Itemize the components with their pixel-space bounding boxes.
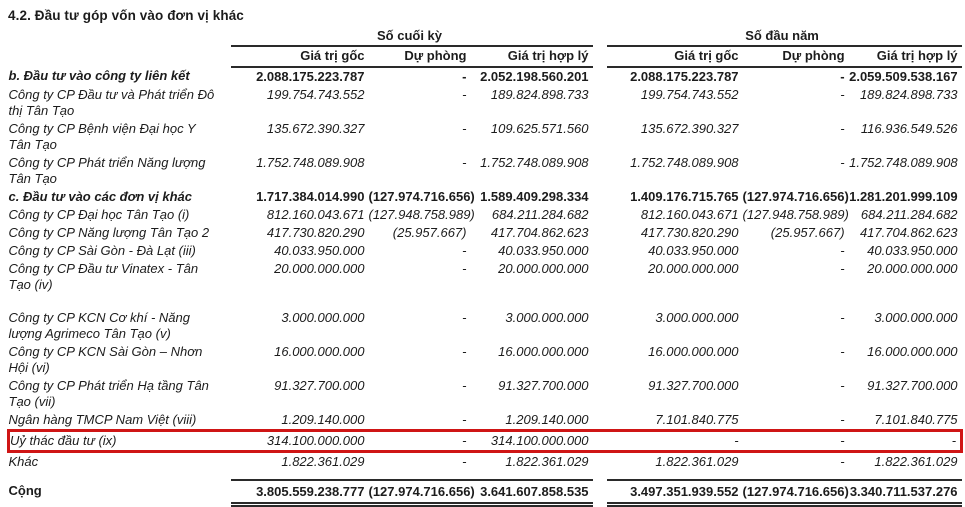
- row-value: 2.052.198.560.201: [480, 69, 589, 84]
- row-label: Công ty CP KCN Sài Gòn – Nhơn Hội (vi): [8, 344, 203, 375]
- row-value: -: [462, 310, 467, 325]
- row-value: (127.974.716.656): [368, 189, 475, 204]
- row-value: 2.088.175.223.787: [256, 69, 365, 84]
- table-row: [9, 452, 962, 472]
- column-gap: [593, 377, 607, 411]
- row-label: Công ty CP Bệnh viện Đại học Y Tân Tạo: [8, 121, 196, 152]
- row-value: 16.000.000.000: [498, 344, 589, 359]
- row-value: 109.625.571.560: [490, 121, 589, 136]
- row-value: 417.730.820.290: [640, 225, 739, 240]
- column-gap: [593, 260, 607, 294]
- table-row: [9, 343, 962, 377]
- row-label: Công ty CP KCN Cơ khí - Năng lượng Agrimeco Tân Tạo (v): [8, 310, 190, 341]
- column-gap: [593, 154, 607, 188]
- row-value: 16.000.000.000: [648, 344, 739, 359]
- row-value: 1.752.748.089.908: [256, 155, 365, 170]
- group-header-ending-balance: Số cuối kỳ: [231, 27, 593, 46]
- row-value: -: [462, 454, 467, 469]
- row-value: 40.033.950.000: [498, 243, 589, 258]
- total-fair-value-1: 3.641.607.858.535: [471, 480, 593, 505]
- row-value: 684.211.284.682: [860, 207, 958, 222]
- row-value: 812.160.043.671: [640, 207, 739, 222]
- row-value: 189.824.898.733: [490, 87, 589, 102]
- row-value: 314.100.000.000: [471, 431, 593, 452]
- column-gap: [593, 431, 607, 452]
- row-label: Ngân hàng TMCP Nam Việt (viii): [8, 412, 197, 427]
- row-value: (127.974.716.656): [742, 189, 849, 204]
- total-gap: [593, 480, 607, 505]
- header-gap: [593, 27, 607, 46]
- column-gap: [593, 224, 607, 242]
- row-value: -: [462, 121, 467, 136]
- row-value: -: [607, 431, 743, 452]
- row-value: 20.000.000.000: [867, 261, 958, 276]
- column-gap: [593, 242, 607, 260]
- row-value: 91.327.700.000: [274, 378, 365, 393]
- row-value: -: [840, 69, 845, 84]
- row-value: 20.000.000.000: [648, 261, 739, 276]
- row-value: 3.000.000.000: [281, 310, 365, 325]
- row-value: -: [462, 69, 467, 84]
- row-value: 135.672.390.327: [266, 121, 365, 136]
- table-row: [9, 411, 962, 431]
- total-provision-2: (127.974.716.656): [743, 480, 849, 505]
- section-title: 4.2. Đầu tư góp vốn vào đơn vị khác: [8, 8, 244, 23]
- column-header-row: [9, 46, 962, 67]
- row-value: 2.088.175.223.787: [630, 69, 739, 84]
- table-row: [9, 242, 962, 260]
- row-value: -: [840, 344, 845, 359]
- row-label: Công ty CP Đại học Tân Tạo (i): [8, 207, 190, 222]
- row-value: 7.101.840.775: [874, 412, 958, 427]
- col-header-provision-1: Dự phòng: [369, 46, 471, 67]
- column-gap: [593, 188, 607, 206]
- row-value: 3.000.000.000: [505, 310, 589, 325]
- table-row-highlighted: [9, 431, 962, 452]
- row-value: 1.822.361.029: [281, 454, 365, 469]
- table-row: [9, 86, 962, 120]
- row-value: 1.409.176.715.765: [630, 189, 739, 204]
- table-header: [9, 27, 962, 67]
- row-value: -: [462, 261, 467, 276]
- row-value: 189.824.898.733: [859, 87, 958, 102]
- row-label: b. Đầu tư vào công ty liên kết: [8, 68, 190, 83]
- row-label: Công ty CP Năng lượng Tân Tạo 2: [8, 225, 210, 240]
- spacer-row: [9, 294, 962, 309]
- row-value: -: [462, 344, 467, 359]
- row-value: 20.000.000.000: [274, 261, 365, 276]
- total-label: Cộng: [8, 483, 42, 498]
- column-gap: [593, 452, 607, 472]
- row-value: 40.033.950.000: [648, 243, 739, 258]
- row-value: 684.211.284.682: [491, 207, 589, 222]
- table-row: [9, 309, 962, 343]
- row-label: Công ty CP Phát triển Năng lượng Tân Tạo: [8, 155, 206, 186]
- row-value: -: [462, 155, 467, 170]
- investments-table: [7, 27, 963, 507]
- row-value: -: [840, 454, 845, 469]
- row-value: 199.754.743.552: [266, 87, 365, 102]
- table-row: [9, 154, 962, 188]
- table-row: [9, 377, 962, 411]
- row-value: 1.589.409.298.334: [480, 189, 589, 204]
- row-value: -: [840, 261, 845, 276]
- row-value: 40.033.950.000: [274, 243, 365, 258]
- row-value: 1.752.748.089.908: [630, 155, 739, 170]
- row-value: -: [369, 431, 471, 452]
- column-gap: [593, 411, 607, 431]
- row-value: 7.101.840.775: [655, 412, 739, 427]
- row-label: Khác: [8, 454, 39, 469]
- row-value: -: [840, 378, 845, 393]
- column-gap: [593, 343, 607, 377]
- header-spacer: [9, 27, 231, 46]
- total-fair-value-2: 3.340.711.537.276: [849, 480, 962, 505]
- row-value: -: [849, 431, 962, 452]
- total-cost-2: 3.497.351.939.552: [607, 480, 743, 505]
- row-value: (25.957.667): [770, 225, 845, 240]
- header-gap: [593, 46, 607, 67]
- row-label: Uỷ thác đầu tư (ix): [9, 431, 231, 452]
- header-spacer: [9, 46, 231, 67]
- row-label: c. Đầu tư vào các đơn vị khác: [8, 189, 192, 204]
- row-value: 1.717.384.014.990: [256, 189, 365, 204]
- column-gap: [593, 120, 607, 154]
- row-value: 1.752.748.089.908: [849, 155, 958, 170]
- row-label: Công ty CP Sài Gòn - Đà Lạt (iii): [8, 243, 196, 258]
- row-value: 91.327.700.000: [648, 378, 739, 393]
- row-value: -: [462, 243, 467, 258]
- row-value: 135.672.390.327: [640, 121, 739, 136]
- table-row: [9, 260, 962, 294]
- row-value: -: [840, 155, 845, 170]
- col-header-cost-1: Giá trị gốc: [231, 46, 369, 67]
- row-label: Công ty CP Phát triển Hạ tầng Tân Tạo (vii): [8, 378, 209, 409]
- row-value: 417.704.862.623: [859, 225, 958, 240]
- row-value: 16.000.000.000: [274, 344, 365, 359]
- total-row: [9, 480, 962, 505]
- row-value: 1.822.361.029: [655, 454, 739, 469]
- row-value: 417.704.862.623: [490, 225, 589, 240]
- row-value: 1.822.361.029: [874, 454, 958, 469]
- col-header-fair-value-2: Giá trị hợp lý: [849, 46, 962, 67]
- row-value: 16.000.000.000: [867, 344, 958, 359]
- row-value: 417.730.820.290: [266, 225, 365, 240]
- column-gap: [593, 67, 607, 86]
- row-value: 20.000.000.000: [498, 261, 589, 276]
- row-value: -: [840, 121, 845, 136]
- col-header-cost-2: Giá trị gốc: [607, 46, 743, 67]
- total-cost-1: 3.805.559.238.777: [231, 480, 369, 505]
- row-value: -: [840, 412, 845, 427]
- row-value: (127.948.758.989): [368, 207, 475, 222]
- row-value: -: [462, 87, 467, 102]
- group-header-row: [9, 27, 962, 46]
- col-header-fair-value-1: Giá trị hợp lý: [471, 46, 593, 67]
- row-value: 1.281.201.999.109: [849, 189, 958, 204]
- column-gap: [593, 86, 607, 120]
- col-header-provision-2: Dự phòng: [743, 46, 849, 67]
- row-value: -: [462, 412, 467, 427]
- row-label: Công ty CP Đầu tư và Phát triển Đô thị Tân Tạo: [8, 87, 215, 118]
- column-gap: [593, 309, 607, 343]
- spacer-row: [9, 471, 962, 480]
- row-value: 314.100.000.000: [231, 431, 369, 452]
- table-row: [9, 120, 962, 154]
- row-value: (25.957.667): [392, 225, 467, 240]
- row-value: (127.948.758.989): [742, 207, 849, 222]
- table-row: [9, 206, 962, 224]
- table-row: [9, 188, 962, 206]
- total-provision-1: (127.974.716.656): [369, 480, 471, 505]
- row-value: 199.754.743.552: [640, 87, 739, 102]
- table-row: [9, 224, 962, 242]
- row-value: 40.033.950.000: [867, 243, 958, 258]
- row-value: 1.822.361.029: [505, 454, 589, 469]
- column-gap: [593, 206, 607, 224]
- row-label: Công ty CP Đầu tư Vinatex - Tân Tạo (iv): [8, 261, 199, 292]
- row-value: -: [743, 431, 849, 452]
- table-body: [9, 67, 962, 471]
- row-value: 1.209.140.000: [505, 412, 589, 427]
- row-value: 1.752.748.089.908: [480, 155, 589, 170]
- row-value: 1.209.140.000: [281, 412, 365, 427]
- row-value: -: [462, 378, 467, 393]
- row-value: -: [840, 87, 845, 102]
- row-value: 2.059.509.538.167: [849, 69, 958, 84]
- row-value: -: [840, 243, 845, 258]
- row-value: 91.327.700.000: [498, 378, 589, 393]
- row-value: 3.000.000.000: [655, 310, 739, 325]
- row-value: 116.936.549.526: [860, 121, 958, 136]
- group-header-beginning-balance: Số đầu năm: [607, 27, 962, 46]
- row-value: 812.160.043.671: [266, 207, 365, 222]
- row-value: 91.327.700.000: [867, 378, 958, 393]
- row-value: 3.000.000.000: [874, 310, 958, 325]
- row-value: -: [840, 310, 845, 325]
- table-row: [9, 67, 962, 86]
- table-footer: [9, 471, 962, 505]
